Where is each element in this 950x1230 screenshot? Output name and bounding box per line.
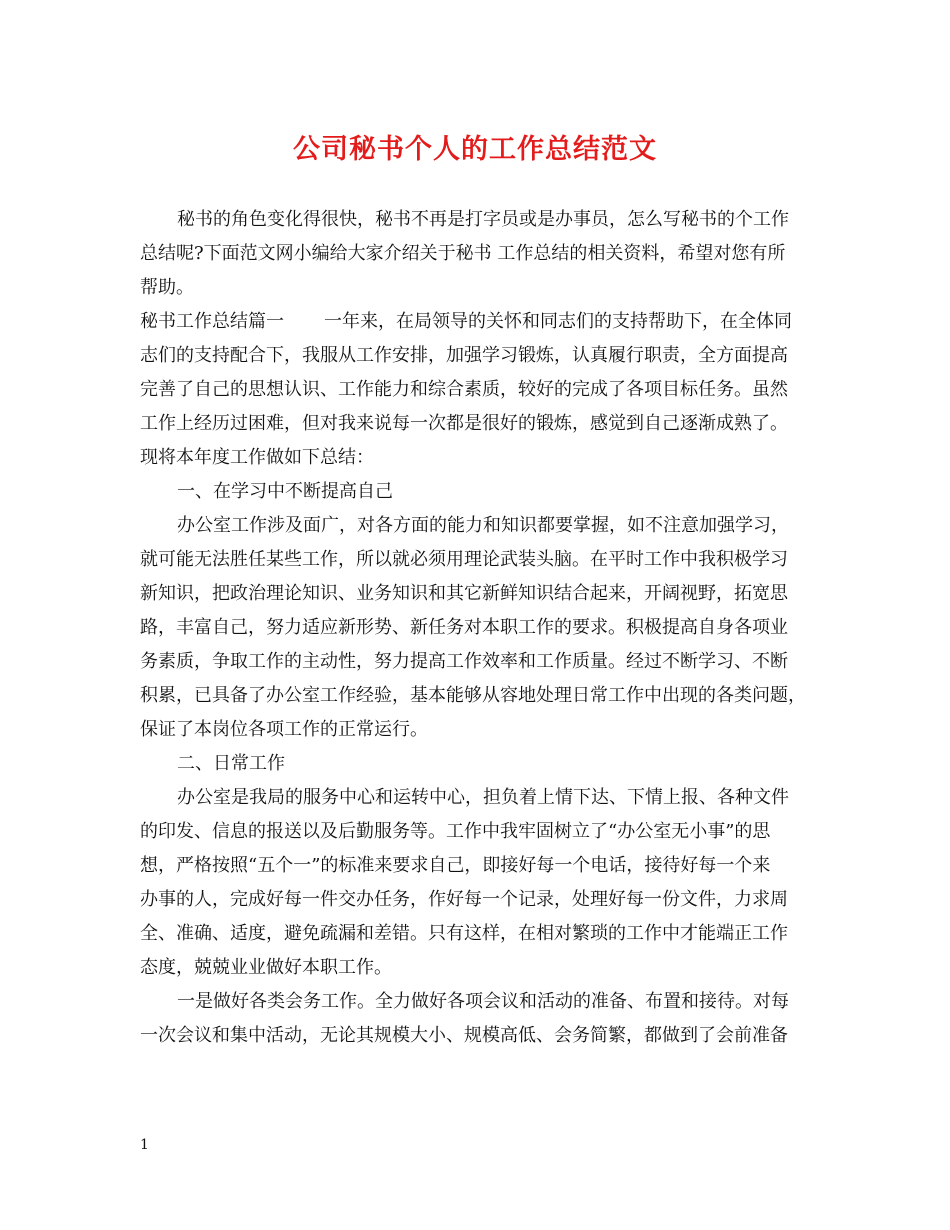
- paragraph-text: 一年来，在局领导的关怀和同志们的支持帮助下，在全体同: [324, 311, 792, 332]
- section-heading-part-one: 秘书工作总结篇一: [140, 311, 284, 332]
- paragraph-line: 全、准确、适度，避免疏漏和差错。只有这样，在相对繁琐的工作中才能端正工作: [140, 923, 788, 944]
- paragraph-line: 一是做好各类会务工作。全力做好各项会议和活动的准备、布置和接待。对每: [177, 991, 789, 1012]
- paragraph-line: 一次会议和集中活动，无论其规模大小、规模高低、会务简繁，都做到了会前准备: [140, 1025, 788, 1046]
- paragraph-line: 办公室是我局的服务中心和运转中心，担负着上情下达、下情上报、各种文件: [177, 787, 789, 808]
- paragraph-line: 路，丰富自己，努力适应新形势、新任务对本职工作的要求。积极提高自身各项业: [140, 617, 788, 638]
- paragraph-line: 现将本年度工作做如下总结：: [140, 447, 374, 468]
- paragraph-line: 完善了自己的思想认识、工作能力和综合素质，较好的完成了各项目标任务。虽然: [140, 379, 788, 400]
- paragraph-line: 工作上经历过困难，但对我来说每一次都是很好的锻炼，感觉到自己逐渐成熟了。: [140, 413, 788, 434]
- section-heading-1: 一、在学习中不断提高自己: [177, 481, 393, 502]
- document-title: 公司秘书个人的工作总结范文: [293, 134, 657, 165]
- paragraph-line: 志们的支持配合下，我服从工作安排，加强学习锻炼，认真履行职责，全方面提高: [140, 345, 788, 366]
- section-heading-2: 二、日常工作: [177, 753, 285, 774]
- paragraph-line: 保证了本岗位各项工作的正常运行。: [140, 719, 428, 740]
- paragraph-line: 积累，已具备了办公室工作经验，基本能够从容地处理日常工作中出现的各类问题，: [140, 685, 806, 706]
- paragraph-line: 态度，兢兢业业做好本职工作。: [140, 957, 392, 978]
- paragraph-line: 总结呢?下面范文网小编给大家介绍关于秘书 工作总结的相关资料，希望对您有所: [140, 243, 786, 264]
- paragraph-line: [140, 309, 792, 335]
- paragraph-line: 的印发、信息的报送以及后勤服务等。工作中我牢固树立了“办公室无小事”的思: [140, 821, 771, 842]
- paragraph-line: 新知识，把政治理论知识、业务知识和其它新鲜知识结合起来，开阔视野，拓宽思: [140, 583, 788, 604]
- paragraph-line: 办事的人，完成好每一件交办任务，作好每一个记录，处理好每一份文件，力求周: [140, 889, 788, 910]
- page-number: 1: [140, 1137, 149, 1153]
- paragraph-line: 想，严格按照“五个一”的标准来要求自己，即接好每一个电话，接待好每一个来: [140, 855, 771, 876]
- paragraph-line: 帮助。: [140, 277, 194, 298]
- paragraph-line: 就可能无法胜任某些工作，所以就必须用理论武装头脑。在平时工作中我积极学习: [140, 549, 788, 570]
- paragraph-line: 务素质，争取工作的主动性，努力提高工作效率和工作质量。经过不断学习、不断: [140, 651, 788, 672]
- paragraph-line: 办公室工作涉及面广，对各方面的能力和知识都要掌握，如不注意加强学习，: [177, 515, 789, 536]
- paragraph-line: 秘书的角色变化得很快，秘书不再是打字员或是办事员，怎么写秘书的个工作: [177, 209, 789, 230]
